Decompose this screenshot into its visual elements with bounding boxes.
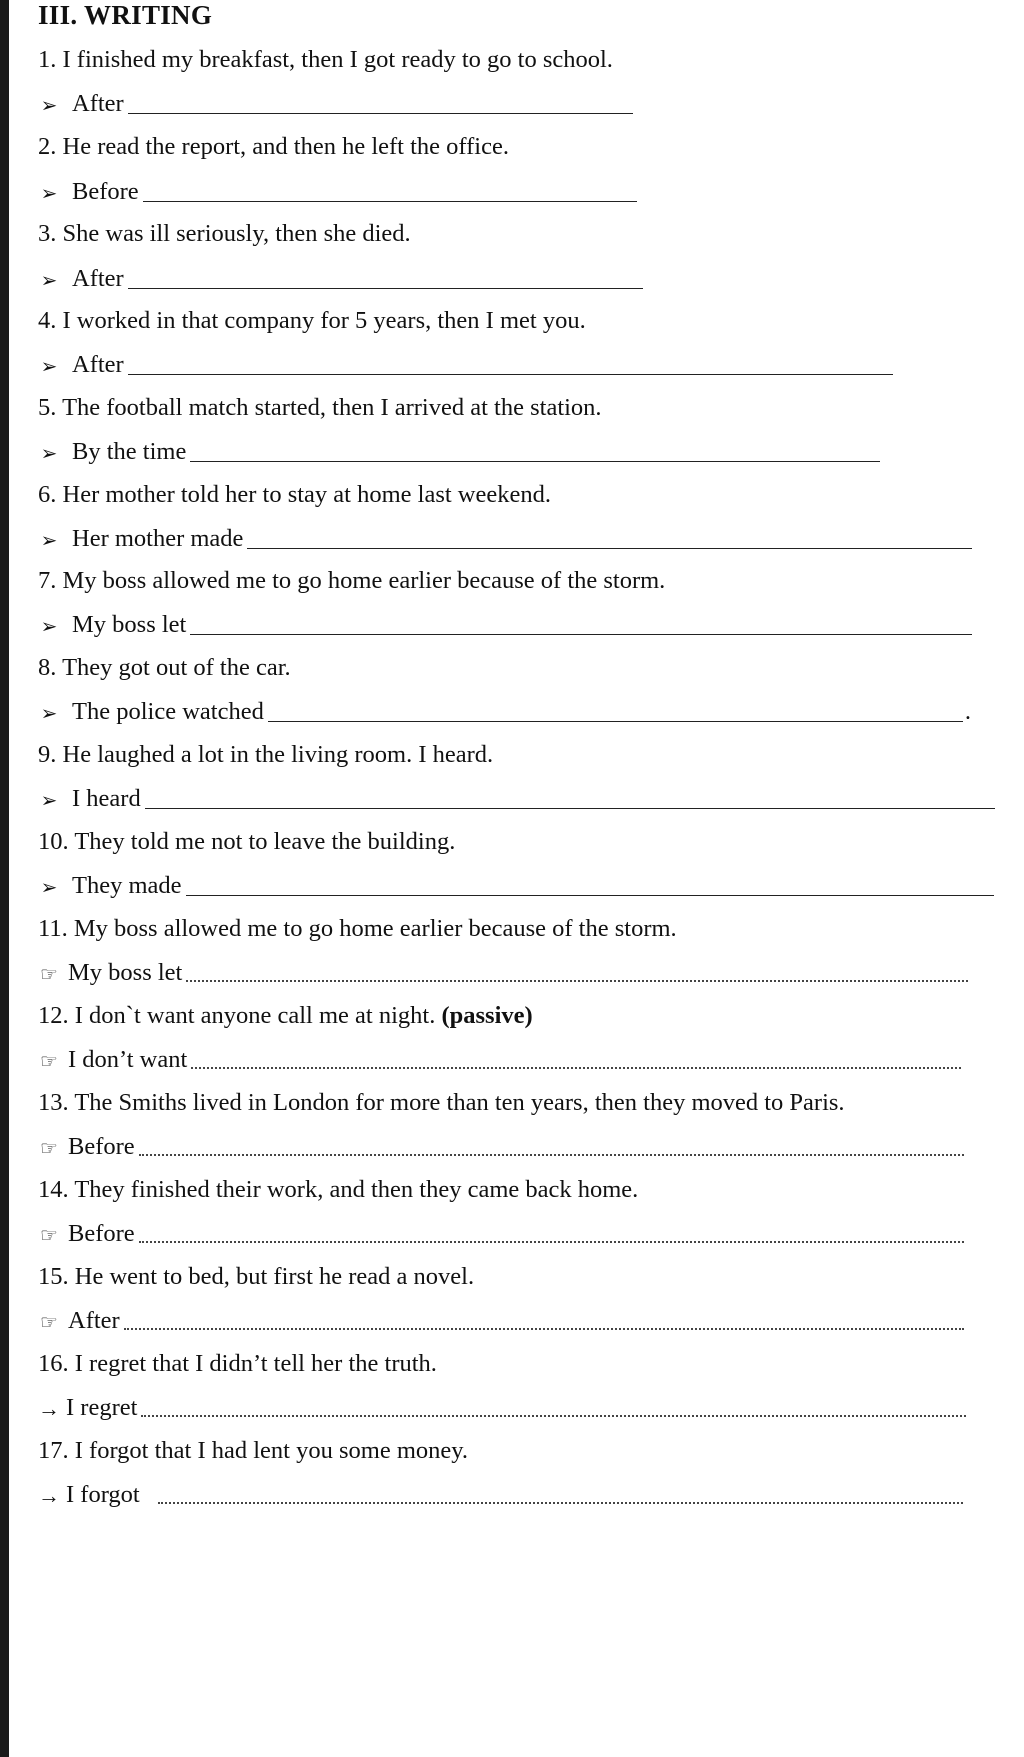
exercise-text: Her mother told her to stay at home last weekend. <box>62 481 551 508</box>
exercise-text: I worked in that company for 5 years, then I met you. <box>62 307 586 334</box>
answer-blank[interactable] <box>158 1482 963 1504</box>
exercise-text: My boss allowed me to go home earlier because of the storm. <box>73 915 677 942</box>
exercise-number: 11. <box>38 915 68 942</box>
exercise-text: My boss allowed me to go home earlier because of the storm. <box>62 567 666 594</box>
answer-lead: I heard <box>72 785 141 812</box>
answer-lead: I forgot <box>66 1481 140 1508</box>
answer-lead: After <box>72 265 124 292</box>
exercise-14-answer <box>38 1220 964 1248</box>
exercise-text: I forgot that I had lent you some money. <box>74 1437 469 1464</box>
exercise-7-answer <box>38 611 972 639</box>
exercise-number: 5. <box>38 394 57 421</box>
pointing-hand-icon: ☞ <box>40 964 58 986</box>
exercise-2-prompt <box>38 133 509 161</box>
answer-lead: Her mother made <box>72 525 244 552</box>
answer-blank[interactable] <box>124 1308 964 1330</box>
exercise-number: 17. <box>38 1437 69 1464</box>
exercise-17-answer <box>38 1481 963 1509</box>
exercise-6-prompt <box>38 481 551 509</box>
answer-lead: I regret <box>66 1394 138 1421</box>
exercise-16-prompt <box>38 1350 437 1378</box>
exercise-number: 2. <box>38 133 57 160</box>
exercise-5-prompt <box>38 394 602 422</box>
exercise-14-prompt <box>38 1176 638 1204</box>
pointing-hand-icon: ☞ <box>40 1138 58 1160</box>
exercise-number: 1. <box>38 46 57 73</box>
exercise-number: 4. <box>38 307 57 334</box>
answer-lead: After <box>72 351 124 378</box>
exercise-text: I don`t want anyone call me at night. <box>74 1002 436 1029</box>
answer-blank[interactable] <box>128 266 643 289</box>
exercise-text: They told me not to leave the building. <box>74 828 456 855</box>
exercise-number: 14. <box>38 1176 69 1203</box>
answer-blank[interactable] <box>143 179 637 202</box>
arrowhead-icon: ➢ <box>40 356 58 378</box>
exercise-text: He read the report, and then he left the office. <box>62 133 509 160</box>
exercise-8-answer <box>38 698 971 726</box>
answer-lead: After <box>68 1307 120 1334</box>
arrowhead-icon: ➢ <box>40 183 58 205</box>
exercise-number: 15. <box>38 1263 69 1290</box>
exercise-13-prompt <box>38 1089 845 1117</box>
answer-blank[interactable] <box>268 699 963 722</box>
exercise-10-prompt <box>38 828 455 856</box>
exercise-12-answer <box>38 1046 961 1074</box>
exercise-1-prompt <box>38 46 613 74</box>
exercise-11-prompt <box>38 915 677 943</box>
exercise-15-answer <box>38 1307 964 1335</box>
exercise-17-prompt <box>38 1437 468 1465</box>
exercise-16-answer <box>38 1394 966 1422</box>
exercise-13-answer <box>38 1133 964 1161</box>
answer-blank[interactable] <box>191 1047 961 1069</box>
exercise-text: I finished my breakfast, then I got ready to go to school. <box>62 46 613 73</box>
answer-lead: Before <box>72 178 139 205</box>
answer-blank[interactable] <box>190 439 880 462</box>
exercise-3-prompt <box>38 220 411 248</box>
exercise-number: 12. <box>38 1002 69 1029</box>
exercise-11-answer <box>38 959 968 987</box>
exercise-text: The Smiths lived in London for more than ten years, then they moved to Paris. <box>74 1089 845 1116</box>
exercise-8-prompt <box>38 654 291 682</box>
answer-lead: My boss let <box>68 959 183 986</box>
right-arrow-icon: → <box>38 1483 60 1508</box>
exercise-9-prompt <box>38 741 493 769</box>
answer-lead: By the time <box>72 438 187 465</box>
exercise-text: The football match started, then I arrived at the station. <box>62 394 602 421</box>
exercise-1-answer <box>38 90 633 118</box>
right-arrow-icon: → <box>38 1396 60 1421</box>
exercise-6-answer <box>38 525 972 553</box>
left-edge-bar <box>0 0 9 1757</box>
exercise-number: 3. <box>38 220 57 247</box>
exercise-4-answer <box>38 351 893 379</box>
exercise-number: 16. <box>38 1350 69 1377</box>
answer-blank[interactable] <box>139 1134 964 1156</box>
exercise-9-answer <box>38 785 995 813</box>
exercise-number: 6. <box>38 481 57 508</box>
exercise-number: 13. <box>38 1089 69 1116</box>
answer-blank[interactable] <box>141 1395 966 1417</box>
arrowhead-icon: ➢ <box>40 270 58 292</box>
arrowhead-icon: ➢ <box>40 530 58 552</box>
pointing-hand-icon: ☞ <box>40 1225 58 1247</box>
exercise-text: He went to bed, but first he read a novel. <box>74 1263 475 1290</box>
exercise-text: I regret that I didn’t tell her the truth. <box>74 1350 437 1377</box>
arrowhead-icon: ➢ <box>40 95 58 117</box>
arrowhead-icon: ➢ <box>40 703 58 725</box>
answer-blank[interactable] <box>145 786 995 809</box>
answer-blank[interactable] <box>186 873 994 896</box>
answer-blank[interactable] <box>139 1221 964 1243</box>
arrowhead-icon: ➢ <box>40 877 58 899</box>
exercise-15-prompt <box>38 1263 474 1291</box>
answer-lead: After <box>72 90 124 117</box>
answer-lead: Before <box>68 1133 135 1160</box>
arrowhead-icon: ➢ <box>40 443 58 465</box>
pointing-hand-icon: ☞ <box>40 1312 58 1334</box>
answer-blank[interactable] <box>128 91 633 114</box>
answer-lead: They made <box>72 872 182 899</box>
exercise-note: (passive) <box>441 1002 533 1029</box>
exercise-text: They got out of the car. <box>62 654 291 681</box>
section-heading: III. WRITING <box>38 0 213 30</box>
exercise-4-prompt <box>38 307 586 335</box>
answer-blank[interactable] <box>247 526 972 549</box>
exercise-10-answer <box>38 872 994 900</box>
exercise-12-prompt <box>38 1002 533 1030</box>
exercise-text: She was ill seriously, then she died. <box>62 220 411 247</box>
answer-lead: The police watched <box>72 698 264 725</box>
exercise-text: He laughed a lot in the living room. I heard. <box>62 741 494 768</box>
exercise-2-answer <box>38 178 637 206</box>
exercise-number: 10. <box>38 828 69 855</box>
exercise-5-answer <box>38 438 880 466</box>
arrowhead-icon: ➢ <box>40 790 58 812</box>
answer-lead: Before <box>68 1220 135 1247</box>
exercise-text: They finished their work, and then they came back home. <box>74 1176 639 1203</box>
exercise-3-answer <box>38 265 643 293</box>
answer-blank[interactable] <box>190 612 972 635</box>
sentence-period: . <box>964 698 971 725</box>
answer-blank[interactable] <box>186 960 968 982</box>
exercise-number: 9. <box>38 741 57 768</box>
exercise-number: 8. <box>38 654 57 681</box>
answer-blank[interactable] <box>128 352 893 375</box>
pointing-hand-icon: ☞ <box>40 1051 58 1073</box>
exercise-7-prompt <box>38 567 665 595</box>
answer-lead: My boss let <box>72 611 187 638</box>
exercise-number: 7. <box>38 567 57 594</box>
answer-lead: I don’t want <box>68 1046 188 1073</box>
arrowhead-icon: ➢ <box>40 616 58 638</box>
